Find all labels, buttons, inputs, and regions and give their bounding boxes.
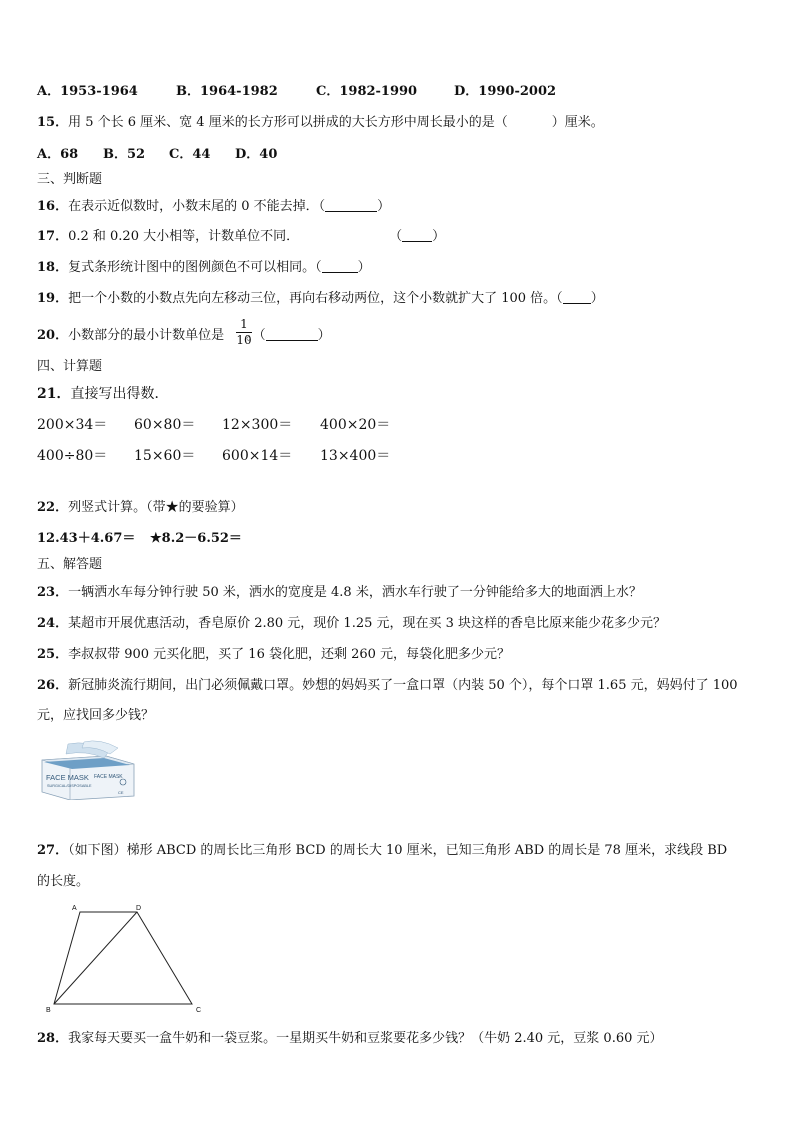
fraction-numerator: 1	[240, 317, 248, 331]
q14-option-a: A．1953-1964	[37, 84, 138, 99]
q14-option-b: B．1964-1982	[176, 84, 278, 99]
question-26	[37, 678, 738, 694]
question-tail: ）	[317, 328, 331, 343]
question-21	[37, 386, 168, 402]
answer-blank[interactable]	[402, 229, 432, 242]
mask-box-sublabel: SURGICAL/DISPOSABLE	[47, 784, 92, 788]
section-heading-word-problems: 五、解答题	[37, 557, 103, 572]
vertical-calc-item: 12.43＋4.67＝	[37, 531, 136, 546]
question-number: 20．	[37, 328, 69, 343]
question-19	[37, 291, 604, 307]
question-text: （如下图）梯形 ABCD 的周长比三角形 BCD 的周长大 10 厘米，已知三角形 ABD 的周长是 78 厘米，求线段 BD	[68, 843, 728, 858]
q14-option-c: C．1982-1990	[316, 84, 418, 99]
question-text: 0.2 和 0.20 大小相等，计数单位不同．	[68, 229, 300, 244]
question-number: 19．	[37, 291, 69, 306]
question-tail: ）	[377, 199, 391, 214]
answer-blank[interactable]	[325, 199, 377, 212]
question-number: 17．	[37, 229, 69, 244]
question-text: 一辆洒水车每分钟行驶 50 米，洒水的宽度是 4.8 米，洒水车行驶了一分钟能给多大的地面洒上水？	[68, 585, 642, 600]
fraction-denominator: 10	[236, 333, 252, 347]
question-text: 用 5 个长 6 厘米、宽 4 厘米的长方形可以拼成的大长方形中周长最小的是（	[68, 115, 508, 130]
q15-option-b: B．52	[103, 147, 146, 162]
question-paren: （	[389, 229, 403, 244]
question-number: 22．	[37, 500, 69, 515]
vertex-label-a: A	[72, 905, 77, 912]
question-text: 列竖式计算。（带★的要验算）	[68, 500, 244, 515]
q15-option-a: A．68	[37, 147, 79, 162]
question-number: 24．	[37, 616, 69, 631]
fraction-one-tenth	[236, 318, 252, 347]
calc-item: 12×300＝	[222, 417, 293, 433]
question-27	[37, 843, 727, 859]
question-24	[37, 616, 666, 632]
question-tail: ）	[590, 291, 604, 306]
question-number: 27．	[37, 843, 69, 858]
question-text: 李叔叔带 900 元买化肥，买了 16 袋化肥，还剩 260 元，每袋化肥多少元？	[68, 647, 511, 662]
question-number: 15．	[37, 115, 69, 130]
question-number: 18．	[37, 260, 69, 275]
vertex-label-b: B	[46, 1007, 51, 1014]
calc-item: 15×60＝	[134, 448, 196, 464]
answer-blank[interactable]	[266, 328, 318, 341]
question-tail: ）	[357, 260, 371, 275]
question-23	[37, 585, 642, 601]
question-paren: 。（	[246, 328, 266, 343]
calc-item: 13×400＝	[320, 448, 391, 464]
question-17	[37, 229, 445, 245]
question-28	[37, 1031, 663, 1047]
question-number: 21．	[37, 386, 71, 402]
vertex-label-c: C	[196, 1007, 202, 1014]
diagonal-bd	[54, 912, 137, 1004]
section-heading-calculation: 四、计算题	[37, 359, 103, 374]
question-22	[37, 500, 244, 516]
question-18	[37, 260, 371, 276]
question-20	[37, 328, 331, 344]
answer-blank[interactable]	[563, 291, 591, 304]
calc-item: 60×80＝	[134, 417, 196, 433]
question-27-line2: 的长度。	[37, 874, 90, 889]
question-text: 把一个小数的小数点先向左移动三位，再向右移动两位，这个小数就扩大了 100 倍。（	[68, 291, 563, 306]
section-heading-judgement: 三、判断题	[37, 172, 103, 187]
calc-item: 600×14＝	[222, 448, 293, 464]
question-text: 小数部分的最小计数单位是	[68, 328, 225, 343]
question-text: 复式条形统计图中的图例颜色不可以相同。（	[68, 260, 322, 275]
question-tail: ）厘米。	[551, 115, 604, 130]
question-number: 16．	[37, 199, 69, 214]
question-text: 直接写出得数．	[70, 386, 169, 402]
question-16	[37, 199, 390, 215]
question-26-line2: 元，应找回多少钱？	[37, 708, 155, 723]
calc-item: 200×34＝	[37, 417, 108, 433]
question-25	[37, 647, 510, 663]
calc-item: 400×20＝	[320, 417, 391, 433]
question-text: 在表示近似数时，小数末尾的 0 不能去掉．（	[68, 199, 326, 214]
vertical-calc-item: ★8.2－6.52＝	[150, 531, 242, 546]
q15-option-d: D．40	[235, 147, 278, 162]
q15-option-c: C．44	[169, 147, 211, 162]
question-text: 新冠肺炎流行期间，出门必须佩戴口罩。妙想的妈妈买了一盒口罩（内装 50 个），每个口罩 1.65 元，妈妈付了 100	[68, 678, 738, 693]
question-number: 25．	[37, 647, 69, 662]
question-text: 我家每天要买一盒牛奶和一袋豆浆。一星期买牛奶和豆浆要花多少钱？（牛奶 2.40 元，豆浆 0.60 元）	[68, 1031, 663, 1046]
question-text: 某超市开展优惠活动，香皂原价 2.80 元，现价 1.25 元，现在买 3 块这样的香皂比原来能少花多少元？	[68, 616, 667, 631]
calc-item: 400÷80＝	[37, 448, 108, 464]
vertex-label-d: D	[136, 905, 142, 912]
answer-blank[interactable]	[322, 260, 358, 273]
q14-option-d: D．1990-2002	[454, 84, 557, 99]
trapezoid-figure	[40, 900, 215, 1018]
mask-box-side-label: FACE MASK	[94, 774, 123, 780]
question-number: 28．	[37, 1031, 69, 1046]
question-number: 26．	[37, 678, 69, 693]
question-number: 23．	[37, 585, 69, 600]
ce-mark: CE	[118, 790, 124, 795]
question-tail: ）	[432, 229, 446, 244]
mask-box-label: FACE MASK	[46, 773, 89, 782]
face-mask-box-image	[38, 738, 138, 800]
question-15	[37, 115, 604, 131]
